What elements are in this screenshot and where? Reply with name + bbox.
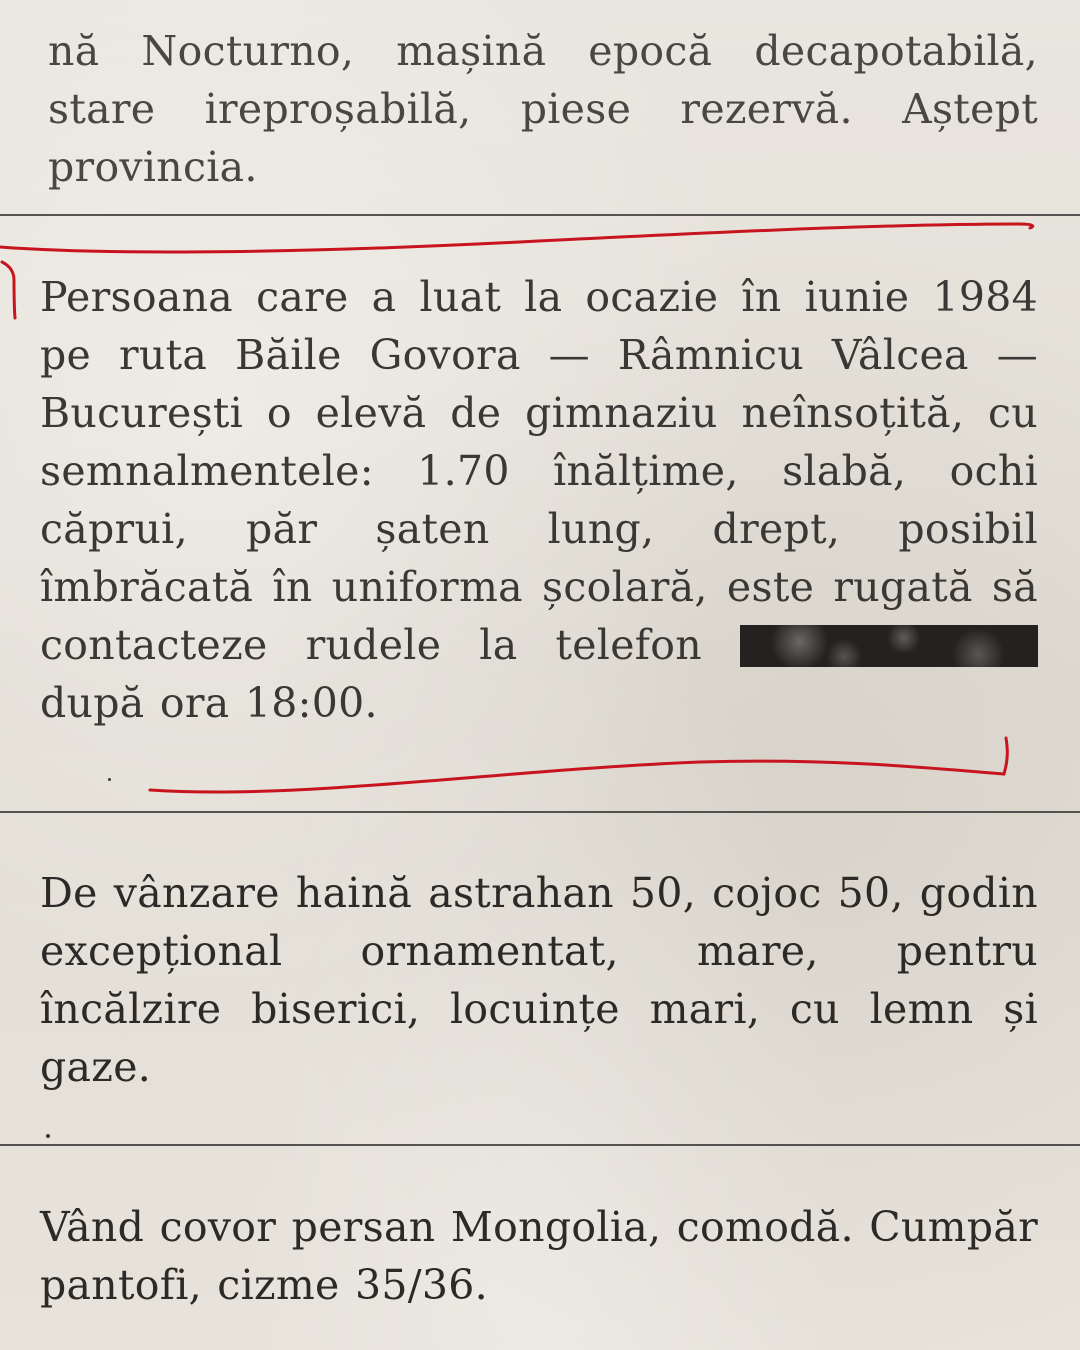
ad-carpet-shoes-text: Vând covor persan Mongolia, comodă. Cumpăr pantofi, cizme 35/36. [40, 1203, 1038, 1309]
red-pen-bottom-stroke [150, 738, 1007, 792]
column-divider [0, 811, 1080, 813]
red-pen-left-mark [2, 262, 15, 318]
classified-ad-carpet-shoes [40, 1198, 1038, 1314]
red-pen-top-stroke [0, 224, 1033, 252]
ink-speck [46, 1134, 50, 1138]
ad-coats-stove-text: De vânzare haină astrahan 50, cojoc 50, godin excepțional ornamentat, mare, pentru încălzire biserici, locuințe mari, cu lemn și gaze. [40, 869, 1038, 1091]
ad-missing-person-text [40, 268, 1038, 732]
redacted-phone-number [740, 625, 1038, 667]
ad-missing-person-text-end: după ora 18:00. [40, 679, 378, 727]
ad-missing-person-text-main: Persoana care a luat la ocazie în iunie 1984 pe ruta Băile Govora — Râmnicu Vâlcea — București o elevă de gimnaziu neînsoțită, cu semnalmentele: 1.70 înălțime, slabă, ochi căprui, păr șaten lung, drept, posibil îmbrăcată în uniforma școlară, este rugată să contacteze rudele la telefon [40, 273, 1038, 669]
classified-ad-missing-person [40, 268, 1038, 732]
column-divider [0, 214, 1080, 216]
ad-car-text: nă Nocturno, mașină epocă decapotabilă, stare ireproșabilă, piese rezervă. Aștept provincia. [48, 27, 1038, 191]
ink-speck [108, 778, 111, 781]
classified-ad-car [48, 22, 1038, 196]
classified-ad-coats-stove [40, 864, 1038, 1096]
column-divider [0, 1144, 1080, 1146]
